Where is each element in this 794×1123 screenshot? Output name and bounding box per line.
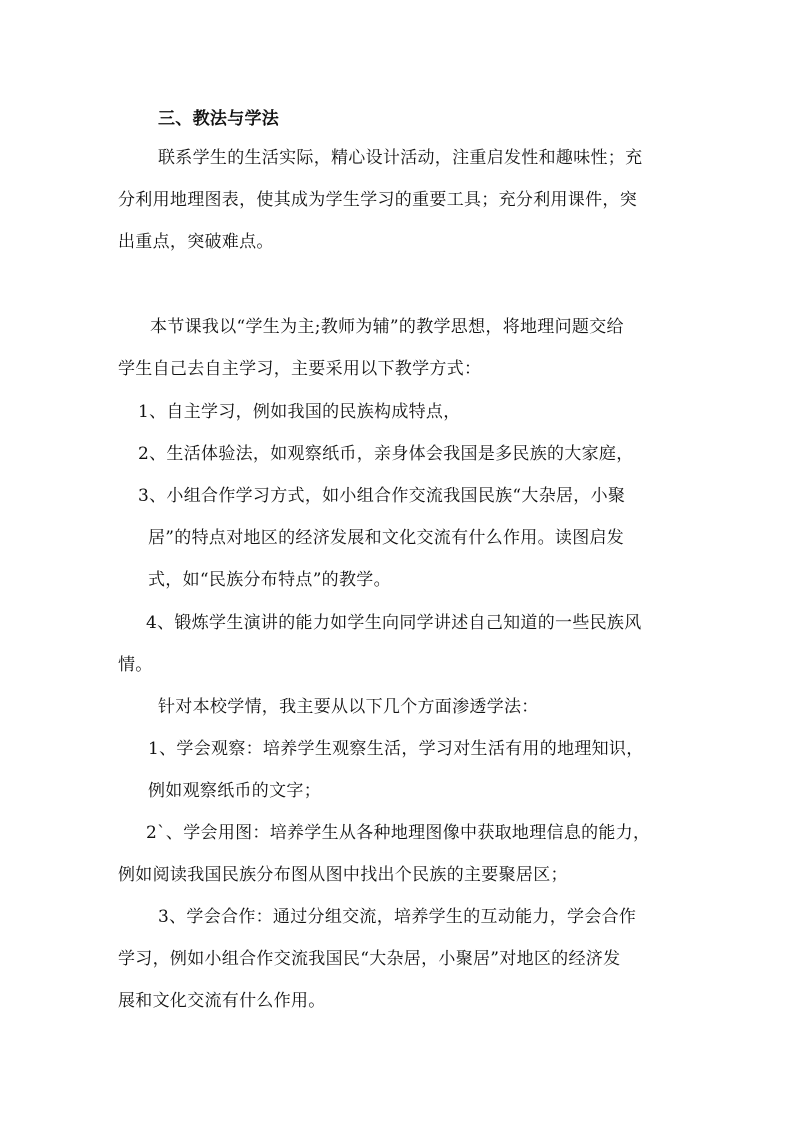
learning-method-3-line-1: 3、学会合作：通过分组交流，培养学生的互动能力，学会合作 — [158, 907, 637, 927]
method-item-3-line-3: 式，如“民族分布特点”的教学。 — [148, 570, 391, 590]
method-item-3-line-1: 3、小组合作学习方式，如小组合作交流我国民族“大杂居，小聚 — [138, 486, 626, 506]
learning-method-3-line-2: 学习，例如小组合作交流我国民“大杂居，小聚居”对地区的经济发 — [118, 949, 621, 969]
method-item-2: 2、生活体验法，如观察纸币，亲身体会我国是多民族的大家庭， — [138, 444, 634, 464]
paragraph-2-line-2: 学生自己去自主学习，主要采用以下教学方式： — [118, 359, 482, 379]
paragraph-1-line-2: 分利用地理图表，使其成为学生学习的重要工具；充分利用课件，突 — [118, 190, 637, 210]
paragraph-1-line-1: 联系学生的生活实际，精心设计活动，注重启发性和趣味性；充 — [158, 148, 643, 168]
learning-method-2-line-1: 2`、学会用图：培养学生从各种地理图像中获取地理信息的能力， — [146, 823, 651, 843]
method-item-3-line-2: 居”的特点对地区的经济发展和文化交流有什么作用。读图启发 — [148, 528, 625, 548]
paragraph-3-line-1: 针对本校学情，我主要从以下几个方面渗透学法： — [158, 697, 539, 717]
section-heading: 三、教法与学法 — [158, 109, 280, 129]
method-item-4-line-2: 情。 — [118, 655, 153, 675]
learning-method-1-line-1: 1、学会观察：培养学生观察生活，学习对生活有用的地理知识， — [148, 739, 644, 759]
method-item-4-line-1: 4、锻炼学生演讲的能力如学生向同学讲述自己知道的一些民族风 — [146, 613, 642, 633]
learning-method-2-line-2: 例如阅读我国民族分布图从图中找出个民族的主要聚居区； — [118, 865, 568, 885]
paragraph-2-line-1: 本节课我以“学生为主;教师为辅”的教学思想，将地理问题交给 — [150, 317, 624, 337]
learning-method-1-line-2: 例如观察纸币的文字； — [148, 781, 321, 801]
paragraph-1-line-3: 出重点，突破难点。 — [118, 232, 274, 252]
learning-method-3-line-3: 展和文化交流有什么作用。 — [118, 991, 326, 1011]
method-item-1: 1、自主学习，例如我国的民族构成特点， — [138, 402, 461, 422]
